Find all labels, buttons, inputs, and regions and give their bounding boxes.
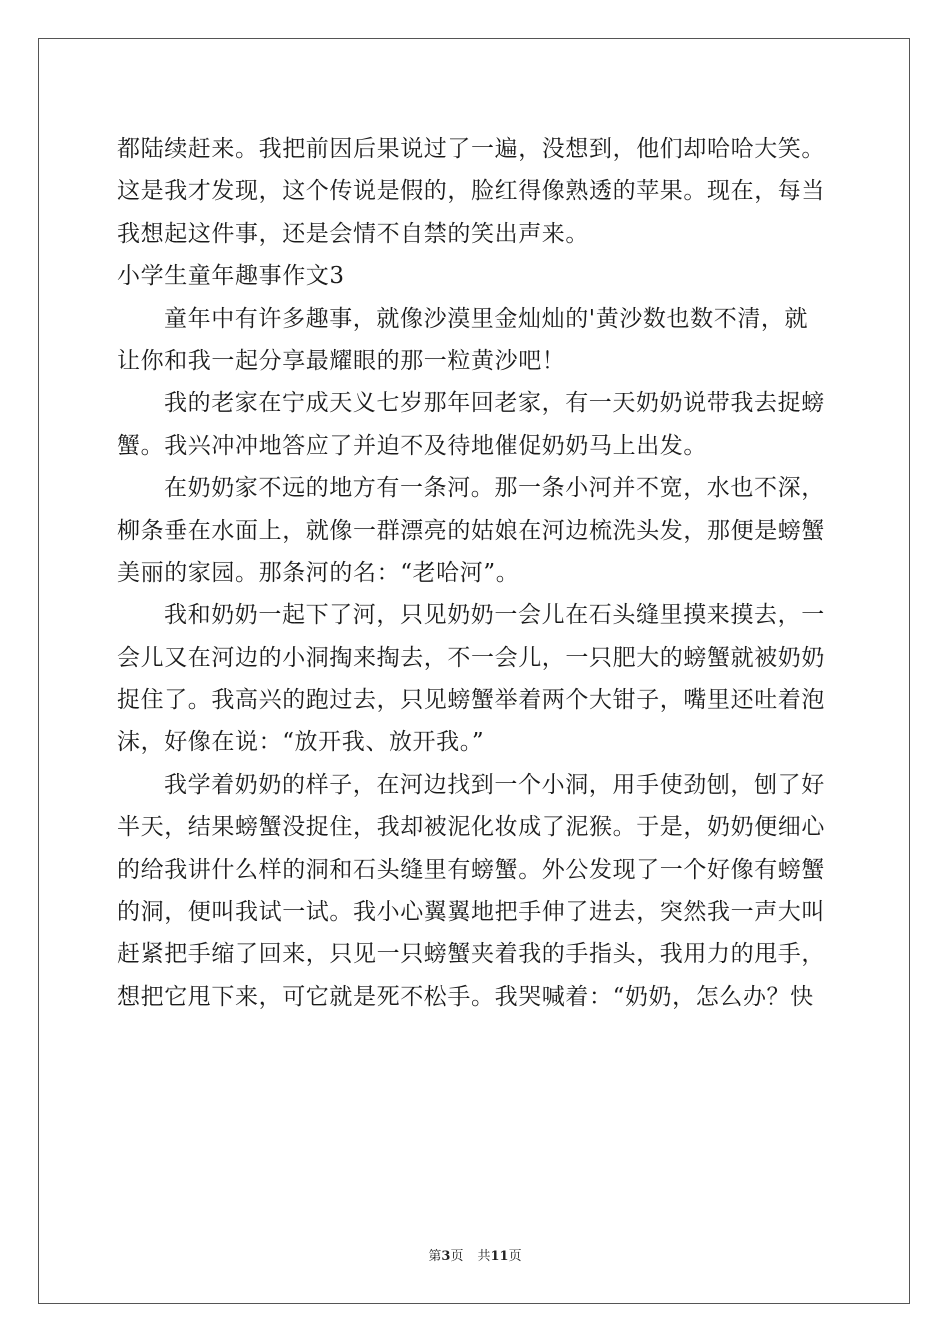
section-title: 小学生童年趣事作文3	[117, 263, 345, 290]
text-line: 我想起这件事，还是会情不自禁的笑出声来。	[117, 220, 589, 247]
text-line: 会儿又在河边的小洞掏来掏去，不一会儿，一只肥大的螃蟹就被奶奶	[117, 644, 825, 671]
paragraph-start: 在奶奶家不远的地方有一条河。那一条小河并不宽，水也不深，	[164, 475, 825, 502]
text-line: 捉住了。我高兴的跑过去，只见螃蟹举着两个大钳子，嘴里还吐着泡	[117, 687, 825, 714]
page-footer	[0, 1245, 950, 1264]
total-suffix: 页	[508, 1249, 522, 1264]
text-line: 想把它甩下来，可它就是死不松手。我哭喊着：“奶奶，怎么办？快	[117, 983, 814, 1010]
paragraph-start: 我和奶奶一起下了河，只见奶奶一会儿在石头缝里摸来摸去，一	[164, 602, 825, 629]
document-body	[117, 128, 833, 1018]
text-line: 美丽的家园。那条河的名：“老哈河”。	[117, 559, 520, 586]
text-line: 柳条垂在水面上，就像一群漂亮的姑娘在河边梳洗头发，那便是螃蟹	[117, 517, 825, 544]
paragraph-start: 我学着奶奶的样子，在河边找到一个小洞，用手使劲刨，刨了好	[164, 771, 825, 798]
paragraph-start: 童年中有许多趣事，就像沙漠里金灿灿的'黄沙数也数不清，就	[164, 305, 809, 332]
text-line: 半天，结果螃蟹没捉住，我却被泥化妆成了泥猴。于是，奶奶便细心	[117, 814, 825, 841]
page-number: 3	[441, 1249, 451, 1264]
text-line: 沫，好像在说：“放开我、放开我。”	[117, 729, 485, 756]
text-line: 这是我才发现，这个传说是假的，脸红得像熟透的苹果。现在，每当	[117, 178, 825, 205]
total-pages: 11	[490, 1249, 509, 1264]
text-line: 蟹。我兴冲冲地答应了并迫不及待地催促奶奶马上出发。	[117, 432, 707, 459]
paragraph-start: 我的老家在宁成天义七岁那年回老家，有一天奶奶说带我去捉螃	[164, 390, 825, 417]
text-line: 赶紧把手缩了回来，只见一只螃蟹夹着我的手指头，我用力的甩手，	[117, 941, 825, 968]
text-line: 的给我讲什么样的洞和石头缝里有螃蟹。外公发现了一个好像有螃蟹	[117, 856, 825, 883]
text-line: 都陆续赶来。我把前因后果说过了一遍，没想到，他们却哈哈大笑。	[117, 136, 825, 162]
text-line: 让你和我一起分享最耀眼的那一粒黄沙吧！	[117, 347, 566, 374]
total-prefix: 共	[477, 1249, 491, 1264]
text-line: 的洞，便叫我试一试。我小心翼翼地把手伸了进去，突然我一声大叫	[117, 899, 825, 926]
page-suffix: 页	[450, 1249, 464, 1264]
page-prefix: 第	[428, 1249, 442, 1264]
